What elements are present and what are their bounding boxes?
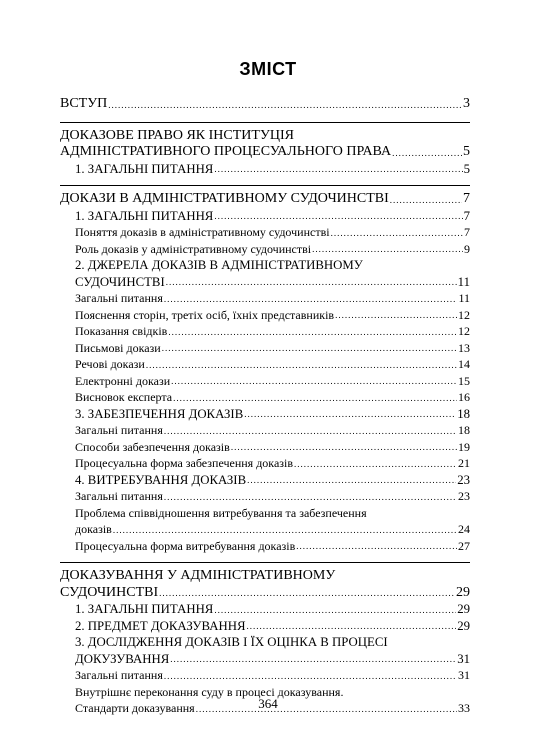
dot-leader	[244, 409, 456, 419]
toc-entry-page: 16	[458, 390, 470, 404]
toc-entry-title: Речові докази	[75, 357, 145, 371]
toc-entry-page: 12	[458, 307, 470, 322]
toc-entry-title: Письмові докази	[75, 340, 161, 355]
dot-leader	[246, 621, 456, 631]
toc-entry-title: 3. ЗАБЕЗПЕЧЕННЯ ДОКАЗІВ	[75, 406, 244, 421]
toc-entry-title: Внутрішнє переконання суду в процесі доказування.	[75, 684, 344, 699]
toc-entry[interactable]	[60, 161, 470, 178]
toc-entry[interactable]	[60, 241, 470, 258]
toc-entry-page: 7	[464, 225, 470, 239]
dot-leader	[390, 195, 462, 205]
toc-entry-title: Пояснення сторін, третіх осіб, їхніх представників	[75, 307, 335, 322]
toc-entry-title: Процесуальна форма витребування доказів	[75, 538, 296, 553]
toc-entry-page: 7	[463, 208, 470, 223]
toc-entry-page: 11	[458, 291, 470, 305]
toc-entry-page: 12	[458, 324, 470, 338]
toc-entry[interactable]	[60, 307, 470, 324]
toc-entry[interactable]	[60, 323, 470, 340]
dot-leader	[170, 654, 456, 664]
toc-entry-page: 29	[457, 602, 470, 616]
toc-entry-page: 29	[456, 584, 470, 600]
toc-entry-title: Загальні питання	[75, 291, 163, 305]
toc-entry-title: Загальні питання	[75, 489, 163, 503]
toc-entry-title: ВСТУП	[60, 96, 108, 111]
toc-entry-page: 7	[463, 191, 470, 206]
dot-leader	[294, 459, 457, 469]
dot-leader	[173, 393, 457, 403]
dot-leader	[164, 492, 457, 502]
toc-entry-title: 2. ДЖЕРЕЛА ДОКАЗІВ В АДМІНІСТРАТИВНОМУ	[75, 258, 363, 272]
toc-entry-title: ДОКУЗУВАННЯ	[75, 651, 170, 666]
dot-leader	[113, 525, 457, 535]
toc-entry-page: 21	[458, 456, 470, 470]
page-title: ЗМІСТ	[239, 59, 297, 79]
dot-leader	[331, 228, 463, 238]
toc-entry[interactable]	[60, 521, 470, 538]
toc-entry[interactable]	[60, 538, 470, 555]
toc-entry[interactable]	[60, 340, 470, 357]
table-of-contents	[60, 96, 470, 725]
dot-leader	[164, 426, 457, 436]
toc-entry-page: 18	[458, 423, 470, 437]
dot-leader	[108, 100, 462, 110]
toc-entry[interactable]	[60, 455, 470, 472]
toc-entry[interactable]	[60, 290, 470, 307]
toc-entry[interactable]	[60, 505, 470, 522]
toc-entry-page: 18	[457, 406, 470, 421]
toc-entry-page: 23	[458, 489, 470, 503]
toc-section	[60, 122, 470, 186]
section-divider	[60, 122, 470, 123]
toc-entry[interactable]	[60, 667, 470, 684]
dot-leader	[166, 277, 457, 287]
toc-entry-title: 1. ЗАГАЛЬНІ ПИТАННЯ	[75, 161, 214, 176]
toc-entry-title: 3. ДОСЛІДЖЕННЯ ДОКАЗІВ І ЇХ ОЦІНКА В ПРОЦЕСІ	[75, 635, 388, 649]
toc-entry-page: 33	[458, 701, 470, 715]
toc-entry[interactable]	[60, 96, 470, 113]
toc-entry[interactable]	[60, 634, 470, 651]
toc-entry-page: 14	[458, 357, 470, 371]
toc-entry-page: 31	[457, 651, 470, 666]
toc-section	[60, 185, 470, 562]
toc-entry-title: 1. ЗАГАЛЬНІ ПИТАННЯ	[75, 208, 214, 223]
toc-entry-title: Загальні питання	[75, 668, 163, 682]
toc-entry-title: 2. ПРЕДМЕТ ДОКАЗУВАННЯ	[75, 618, 246, 633]
toc-entry-title: 1. ЗАГАЛЬНІ ПИТАННЯ	[75, 602, 214, 616]
toc-entry-page: 31	[458, 668, 470, 682]
toc-entry[interactable]	[60, 488, 470, 505]
toc-entry-page: 19	[458, 439, 470, 454]
toc-entry[interactable]	[60, 406, 470, 423]
toc-entry-title: Показання свідків	[75, 324, 168, 338]
toc-entry-title: ДОКАЗУВАННЯ У АДМІНІСТРАТИВНОМУ	[60, 568, 336, 583]
toc-entry-title: ДОКАЗИ В АДМІНІСТРАТИВНОМУ СУДОЧИНСТВІ	[60, 191, 389, 206]
toc-entry[interactable]	[60, 585, 470, 602]
toc-entry[interactable]	[60, 224, 470, 241]
toc-entry-title: Процесуальна форма забезпечення доказів	[75, 456, 294, 470]
toc-entry-page: 24	[458, 522, 470, 536]
toc-entry-title: Електронні докази	[75, 373, 171, 388]
toc-entry-title: АДМІНІСТРАТИВНОГО ПРОЦЕСУАЛЬНОГО ПРАВА	[60, 144, 392, 159]
toc-entry-title: Способи забезпечення доказів	[75, 439, 230, 454]
dot-leader	[335, 310, 457, 320]
toc-entry[interactable]	[60, 208, 470, 225]
toc-entry-title: Загальні питання	[75, 423, 163, 437]
toc-entry-title: Висновок експерта	[75, 390, 173, 404]
toc-entry[interactable]	[60, 274, 470, 291]
toc-entry[interactable]	[60, 601, 470, 618]
toc-entry-title: Поняття доказів в адміністративному судочинстві	[75, 225, 330, 239]
toc-entry[interactable]	[60, 651, 470, 668]
toc-entry[interactable]	[60, 144, 470, 161]
toc-entry-title: Стандарти доказування	[75, 701, 195, 715]
dot-leader	[214, 164, 462, 174]
toc-entry-page: 23	[457, 472, 470, 487]
section-divider	[60, 185, 470, 186]
dot-leader	[159, 588, 455, 598]
toc-entry[interactable]	[60, 618, 470, 635]
dot-leader	[231, 442, 457, 452]
toc-entry[interactable]	[60, 128, 470, 145]
toc-entry[interactable]	[60, 568, 470, 585]
dot-leader	[146, 360, 457, 370]
dot-leader	[171, 376, 457, 386]
dot-leader	[392, 148, 462, 158]
toc-entry-title: СУДОЧИНСТВІ	[75, 274, 165, 289]
toc-entry-title: Роль доказів у адміністративному судочинстві	[75, 241, 312, 256]
dot-leader	[214, 605, 456, 615]
toc-entry[interactable]	[60, 373, 470, 390]
toc-entry[interactable]	[60, 389, 470, 406]
toc-entry[interactable]	[60, 439, 470, 456]
toc-entry-page: 29	[457, 618, 470, 633]
dot-leader	[162, 343, 457, 353]
toc-entry-page: 5	[463, 161, 470, 176]
toc-entry[interactable]	[60, 191, 470, 208]
toc-entry-page: 15	[458, 373, 470, 388]
toc-section	[60, 96, 470, 122]
dot-leader	[164, 671, 457, 681]
toc-entry[interactable]	[60, 422, 470, 439]
dot-leader	[247, 475, 456, 485]
dot-leader	[312, 244, 463, 254]
toc-entry-title: доказів	[75, 522, 112, 536]
toc-entry[interactable]	[60, 472, 470, 489]
toc-entry-page: 11	[457, 274, 470, 289]
toc-entry-page: 27	[458, 538, 470, 553]
page-number: 364	[258, 696, 278, 711]
toc-entry-page: 9	[464, 241, 470, 256]
toc-entry-page: 5	[463, 144, 470, 159]
dot-leader	[164, 294, 458, 304]
toc-entry-title: 4. ВИТРЕБУВАННЯ ДОКАЗІВ	[75, 472, 247, 487]
toc-entry-title: ДОКАЗОВЕ ПРАВО ЯК ІНСТИТУЦІЯ	[60, 127, 294, 143]
section-divider	[60, 562, 470, 563]
dot-leader	[296, 541, 457, 551]
toc-entry-title: СУДОЧИНСТВІ	[60, 584, 159, 600]
toc-entry[interactable]	[60, 257, 470, 274]
dot-leader	[214, 211, 462, 221]
toc-entry-page: 3	[463, 96, 470, 111]
toc-entry-title: Проблема співвідношення витребування та забезпечення	[75, 505, 367, 520]
toc-entry[interactable]	[60, 356, 470, 373]
dot-leader	[168, 327, 457, 337]
toc-entry-page: 13	[458, 340, 470, 355]
